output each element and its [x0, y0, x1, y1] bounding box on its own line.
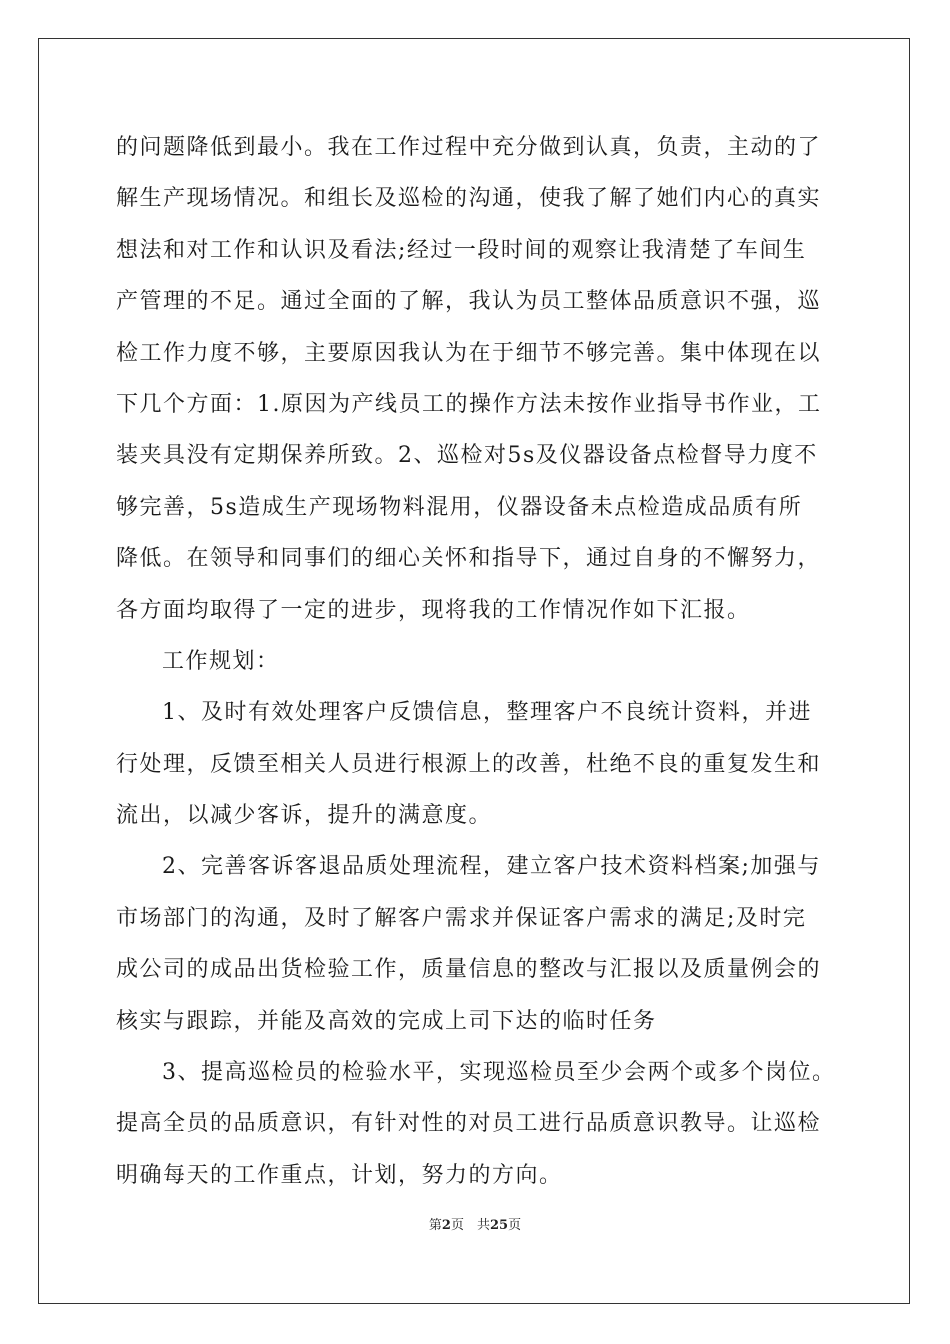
body-line: 检工作力度不够，主要原因我认为在于细节不够完善。集中体现在以: [116, 340, 822, 366]
body-line: 产管理的不足。通过全面的了解，我认为员工整体品质意识不强，巡: [116, 289, 822, 315]
document-body: [116, 124, 836, 1203]
body-line: 的问题降低到最小。我在工作过程中充分做到认真，负责，主动的了: [116, 135, 822, 160]
section-heading: 工作规划：: [162, 648, 280, 674]
page-current: 2: [441, 1218, 451, 1233]
body-line: 装夹具没有定期保养所致。2、巡检对5s及仪器设备点检督导力度不: [116, 443, 818, 469]
body-line: 行处理，反馈至相关人员进行根源上的改善，杜绝不良的重复发生和: [116, 751, 822, 777]
body-line: 想法和对工作和认识及看法;经过一段时间的观察让我清楚了车间生: [116, 237, 807, 263]
body-line: 降低。在领导和同事们的细心关怀和指导下，通过自身的不懈努力，: [116, 546, 822, 572]
body-line: 2、完善客诉客退品质处理流程，建立客户技术资料档案;加强与: [162, 854, 821, 880]
body-line: 下几个方面：1.原因为产线员工的操作方法未按作业指导书作业，工: [116, 391, 822, 417]
body-line: 明确每天的工作重点，计划，努力的方向。: [116, 1162, 563, 1188]
page-total: 25: [489, 1218, 509, 1233]
body-line: 够完善，5s造成生产现场物料混用，仪器设备未点检造成品质有所: [116, 494, 803, 520]
page-number-footer: [0, 1214, 950, 1233]
page-suffix: 页: [508, 1218, 522, 1233]
body-line: 提高全员的品质意识，有针对性的对员工进行品质意识教导。让巡检: [116, 1111, 822, 1137]
body-line: 市场部门的沟通，及时了解客户需求并保证客户需求的满足;及时完: [116, 905, 807, 931]
page-prefix: 第: [428, 1218, 442, 1233]
page-mid: 页 共: [450, 1218, 490, 1233]
body-line: 流出，以减少客诉，提升的满意度。: [116, 803, 493, 829]
body-line: 解生产现场情况。和组长及巡检的沟通，使我了解了她们内心的真实: [116, 186, 822, 212]
body-line: 核实与跟踪，并能及高效的完成上司下达的临时任务: [116, 1008, 657, 1034]
body-line: 1、及时有效处理客户反馈信息，整理客户不良统计资料，并进: [162, 700, 812, 726]
body-line: 成公司的成品出货检验工作，质量信息的整改与汇报以及质量例会的: [116, 957, 822, 983]
body-line: 3、提高巡检员的检验水平，实现巡检员至少会两个或多个岗位。: [162, 1060, 836, 1086]
body-line: 各方面均取得了一定的进步，现将我的工作情况作如下汇报。: [116, 597, 751, 623]
